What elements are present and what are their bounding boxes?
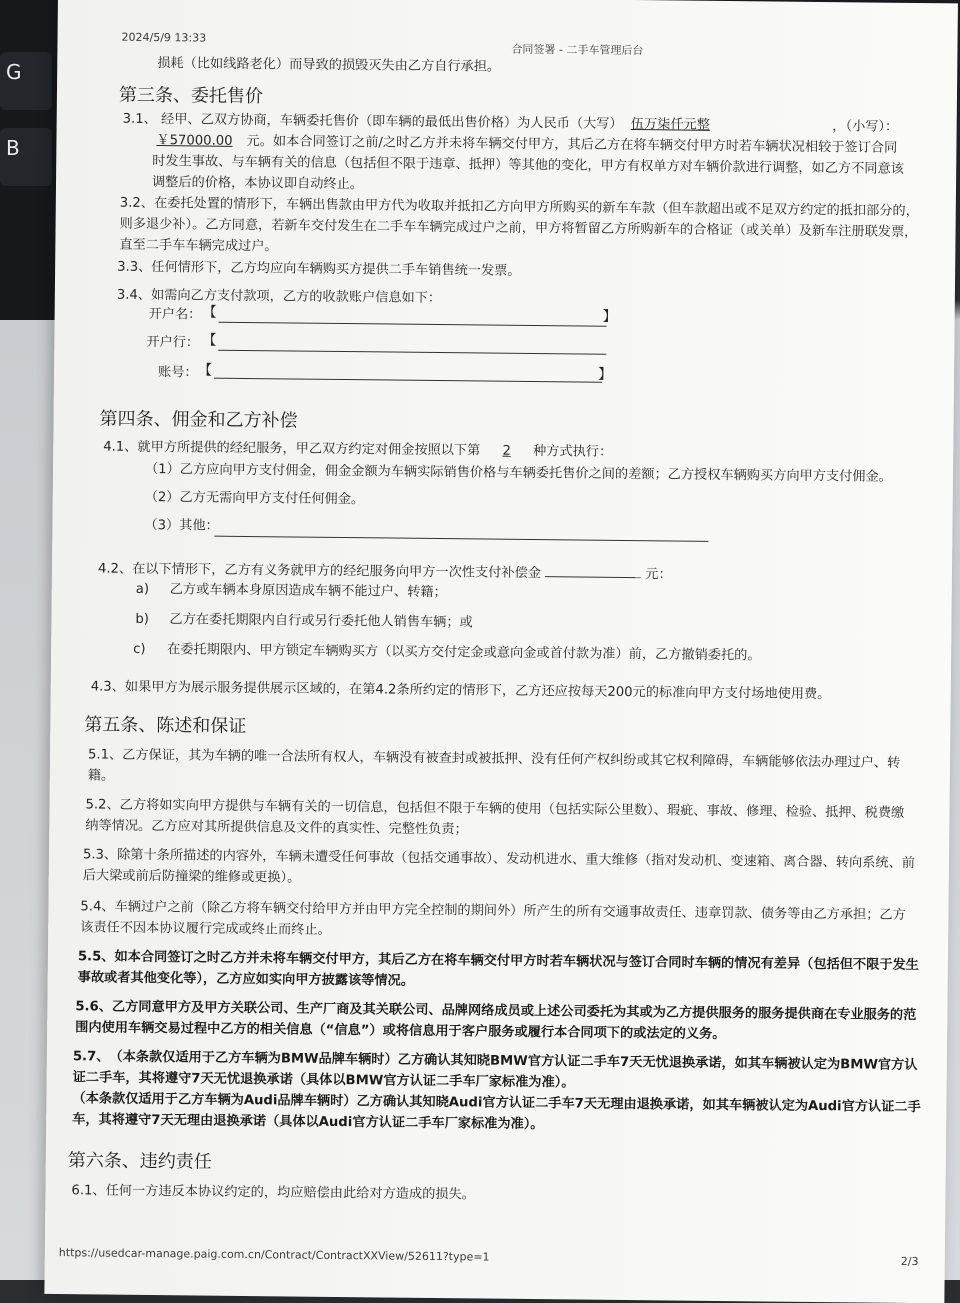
clause-3-1-rest2: 时发生事故、与车辆有关的信息（包括但不限于违章、抵押）等其他的变化，甲方有权单方对车辆价款进行调整，如乙方不同意该 xyxy=(152,153,904,177)
account-no-label: 账号： xyxy=(157,365,198,381)
compensation-amount-line xyxy=(545,564,641,578)
account-name-bracket-close: 】 xyxy=(602,308,617,325)
clause-3-1-rest3: 调整后的价格，本协议即自动终止。 xyxy=(151,174,364,193)
clause-4-2-c-text: 在委托期限内、甲方锁定车辆购买方（以买方交付定金或意向金或首付款为准）前，乙方撤销委托的。 xyxy=(167,642,761,664)
clause-6-1-number: 6.1、 xyxy=(71,1183,106,1199)
clause-4-2-b-text: 乙方在委托期限内自行或另行委托他人销售车辆；或 xyxy=(169,612,473,631)
account-name-bracket-open: 【 xyxy=(202,304,217,321)
clause-4-3-text: 如果甲方为展示服务提供展示区域的，在第4.2条所约定的情形下，乙方还应按每天200元的标准向甲方支付场地使用费。 xyxy=(124,679,831,703)
account-name-line xyxy=(219,322,607,327)
commission-option-choice: 2 xyxy=(502,443,511,459)
section-6-title: 第六条、违约责任 xyxy=(67,1150,212,1173)
clause-4-1-text-b: 种方式执行： xyxy=(533,444,613,460)
bank-bracket-open: 【 xyxy=(202,332,217,349)
keyboard-key-b: B xyxy=(0,128,52,186)
price-uppercase-value: 伍万柒仟元整 xyxy=(630,117,711,133)
keyboard-key-g: G xyxy=(0,52,52,110)
clause-4-1-text-a: 就甲方所提供的经纪服务，甲乙双方约定对佣金按照以下第 xyxy=(137,439,481,459)
account-name-label: 开户名： xyxy=(148,306,202,323)
clause-5-4-text: 车辆过户之前（除乙方将车辆交付给甲方并由甲方完全控制的期间外）所产生的所有交通事故责任、违章罚款、债务等由乙方承担；乙方该责任不因本协议履行完成或终止而终止。 xyxy=(80,899,906,938)
clause-5-1 xyxy=(88,744,918,795)
clause-5-5-text: 如本合同签订之时乙方并未将车辆交付甲方，其后乙方在将车辆交付甲方时若车辆状况与签订合同时车辆的情况有差异（包括但不限于发生事故或者其他变化等），乙方应如实向甲方披露该等情况。 xyxy=(77,949,919,989)
cut-off-text: 损耗（比如线路老化）而导致的损毁灭失由乙方自行承担。 xyxy=(157,56,501,75)
clause-5-4-number: 5.4、 xyxy=(80,899,115,915)
account-no-line xyxy=(214,378,602,383)
clause-3-2 xyxy=(119,193,920,264)
clause-3-3-text: 任何情形下，乙方均应向车辆购买方提供二手车销售统一发票。 xyxy=(151,259,521,279)
clause-5-2 xyxy=(85,794,915,845)
clause-4-2-c xyxy=(133,639,923,668)
account-no-bracket-open: 【 xyxy=(197,362,213,379)
clause-3-1-line1: 经甲、乙双方协商，车辆委托售价（即车辆的最低出售价格）为人民币（大写） xyxy=(160,112,623,132)
page-number: 2/3 xyxy=(900,1254,919,1269)
commission-option-3: （3）其他： xyxy=(144,517,219,534)
account-no-bracket-close: 】 xyxy=(597,366,613,383)
clause-5-2-text: 乙方将如实向甲方提供与车辆有关的一切信息，包括但不限于车辆的使用（包括实际公里数）、瑕疵、事故、修理、检验、抵押、税费缴纳等情况。乙方应对其所提供信息及文件的真实性、完整性负责； xyxy=(85,797,905,838)
commission-option-1: （1）乙方应向甲方支付佣金，佣金金额为车辆实际销售价格与车辆委托售价之间的差额；乙方授权车辆购买方向甲方支付佣金。 xyxy=(144,461,892,485)
clause-5-1-text: 乙方保证，其为车辆的唯一合法所有权人，车辆没有被查封或被抵押、没有任何产权纠纷或其它权利障碍，车辆能够依法办理过户、转籍。 xyxy=(87,747,901,784)
clause-5-7 xyxy=(72,1046,923,1139)
clause-3-1-cont xyxy=(152,130,923,201)
clause-6-1 xyxy=(71,1180,861,1209)
clause-3-2-number: 3.2、 xyxy=(119,195,155,212)
clause-5-6-number: 5.6、 xyxy=(75,999,113,1015)
clause-3-1-rest1: 元。如本合同签订之前/之时乙方并未将车辆交付甲方，其后乙方在将车辆交付甲方时若车辆状况相较于签订合同 xyxy=(246,133,898,156)
print-datetime: 2024/5/9 13:33 xyxy=(121,30,207,45)
clause-3-4-text: 如需向乙方支付款项，乙方的收款账户信息如下： xyxy=(150,287,442,307)
clause-4-2-b-number: b) xyxy=(135,611,150,627)
clause-5-1-number: 5.1、 xyxy=(87,747,123,763)
clause-4-2-text-a: 在以下情形下，乙方有义务就甲方的经纪服务向甲方一次性支付补偿金 xyxy=(132,561,542,582)
clause-3-2-text: 在委托处置的情形下，车辆出售款由甲方代为收取并抵扣乙方向甲方所购买的新车车款（但车款超出或不足双方约定的抵扣部分的，则多退少补）。乙方同意，若新车交付发生在二手车车辆完成过户之前，甲方将暂留乙方所购新车的合格证（或关单）及新车注册联发票，直至二手车车辆完成过户。 xyxy=(119,196,919,255)
clause-5-7-text-bmw: （本条款仅适用于乙方车辆为BMW品牌车辆时）乙方确认其知晓BMW官方认证二手车7天无忧退换承诺，如其车辆被认定为BMW官方认证二手车，其将遵守7天无忧退换承诺（具体以BMW官方认证二手车厂家标准为准）。 xyxy=(72,1049,918,1091)
price-lowercase-label: ，（小写）： xyxy=(832,119,899,135)
clause-5-7-text-audi: （本条款仅适用于乙方车辆为Audi品牌车辆时）乙方确认其知晓Audi官方认证二手车7天无理由退换承诺，如其车辆被认定为Audi官方认证二手车，其将遵守7天无理由退换承诺（具体以Audi官方认证二手车厂家标准为准）。 xyxy=(72,1091,921,1133)
clause-3-4-number: 3.4、 xyxy=(116,287,152,303)
section-4-title: 第四条、佣金和乙方补偿 xyxy=(99,408,298,432)
clause-3-4 xyxy=(117,285,907,314)
price-lowercase-value: ￥57000.00 xyxy=(156,133,233,149)
clause-5-4 xyxy=(80,896,916,947)
clause-3-1-number: 3.1、 xyxy=(122,111,157,128)
clause-4-2-c-number: c) xyxy=(133,641,146,657)
section-3-title: 第三条、委托售价 xyxy=(118,84,264,108)
clause-4-2-a-text: 乙方或车辆本身原因造成车辆不能过户、转籍； xyxy=(169,582,447,601)
clause-4-2-text-b: 元： xyxy=(645,567,672,583)
clause-5-5 xyxy=(78,946,920,997)
clause-4-2-number: 4.2、 xyxy=(97,561,133,577)
clause-4-2-b xyxy=(135,609,925,638)
bank-label: 开户行： xyxy=(146,334,200,351)
clause-5-3 xyxy=(83,844,919,895)
print-url: https://usedcar-manage.paig.com.cn/Contract/ContractXXView/52611?type=1 xyxy=(58,1246,490,1264)
clause-3-3-number: 3.3、 xyxy=(117,259,152,275)
bank-line xyxy=(218,350,606,355)
section-5-title: 第五条、陈述和保证 xyxy=(84,714,247,738)
clause-6-1-text: 任何一方违反本协议约定的，均应赔偿由此给对方造成的损失。 xyxy=(105,1183,475,1203)
clause-4-2-a-number: a) xyxy=(135,581,150,597)
contract-page xyxy=(44,0,958,1303)
print-system-title: 合同签署 - 二手车管理后台 xyxy=(511,42,644,58)
clause-5-2-number: 5.2、 xyxy=(85,797,120,813)
clause-4-3 xyxy=(91,676,911,706)
clause-5-5-number: 5.5、 xyxy=(77,949,115,965)
clause-5-6 xyxy=(75,996,921,1047)
clause-4-1-number: 4.1、 xyxy=(103,439,138,455)
clause-5-7-number: 5.7、 xyxy=(72,1049,110,1065)
clause-4-3-number: 4.3、 xyxy=(90,679,125,695)
commission-option-2: （2）乙方无需向甲方支付任何佣金。 xyxy=(144,489,365,508)
clause-5-3-text: 除第十条所描述的内容外，车辆未遭受任何事故（包括交通事故）、发动机进水、重大维修（指对发动机、变速箱、离合器、转向系统、前后大梁或前后防撞梁的维修或更换）。 xyxy=(82,847,916,886)
clause-5-3-number: 5.3、 xyxy=(82,847,118,863)
clause-5-6-text: 乙方同意甲方及甲方关联公司、生产厂商及其关联公司、品牌网络成员或上述公司委托为其或为乙方提供服务的服务提供商在专业服务的范围内使用车辆交易过程中乙方的相关信息（“信息”）或将信息用于客户服务或履行本合同项下的或法定的义务。 xyxy=(75,999,917,1043)
